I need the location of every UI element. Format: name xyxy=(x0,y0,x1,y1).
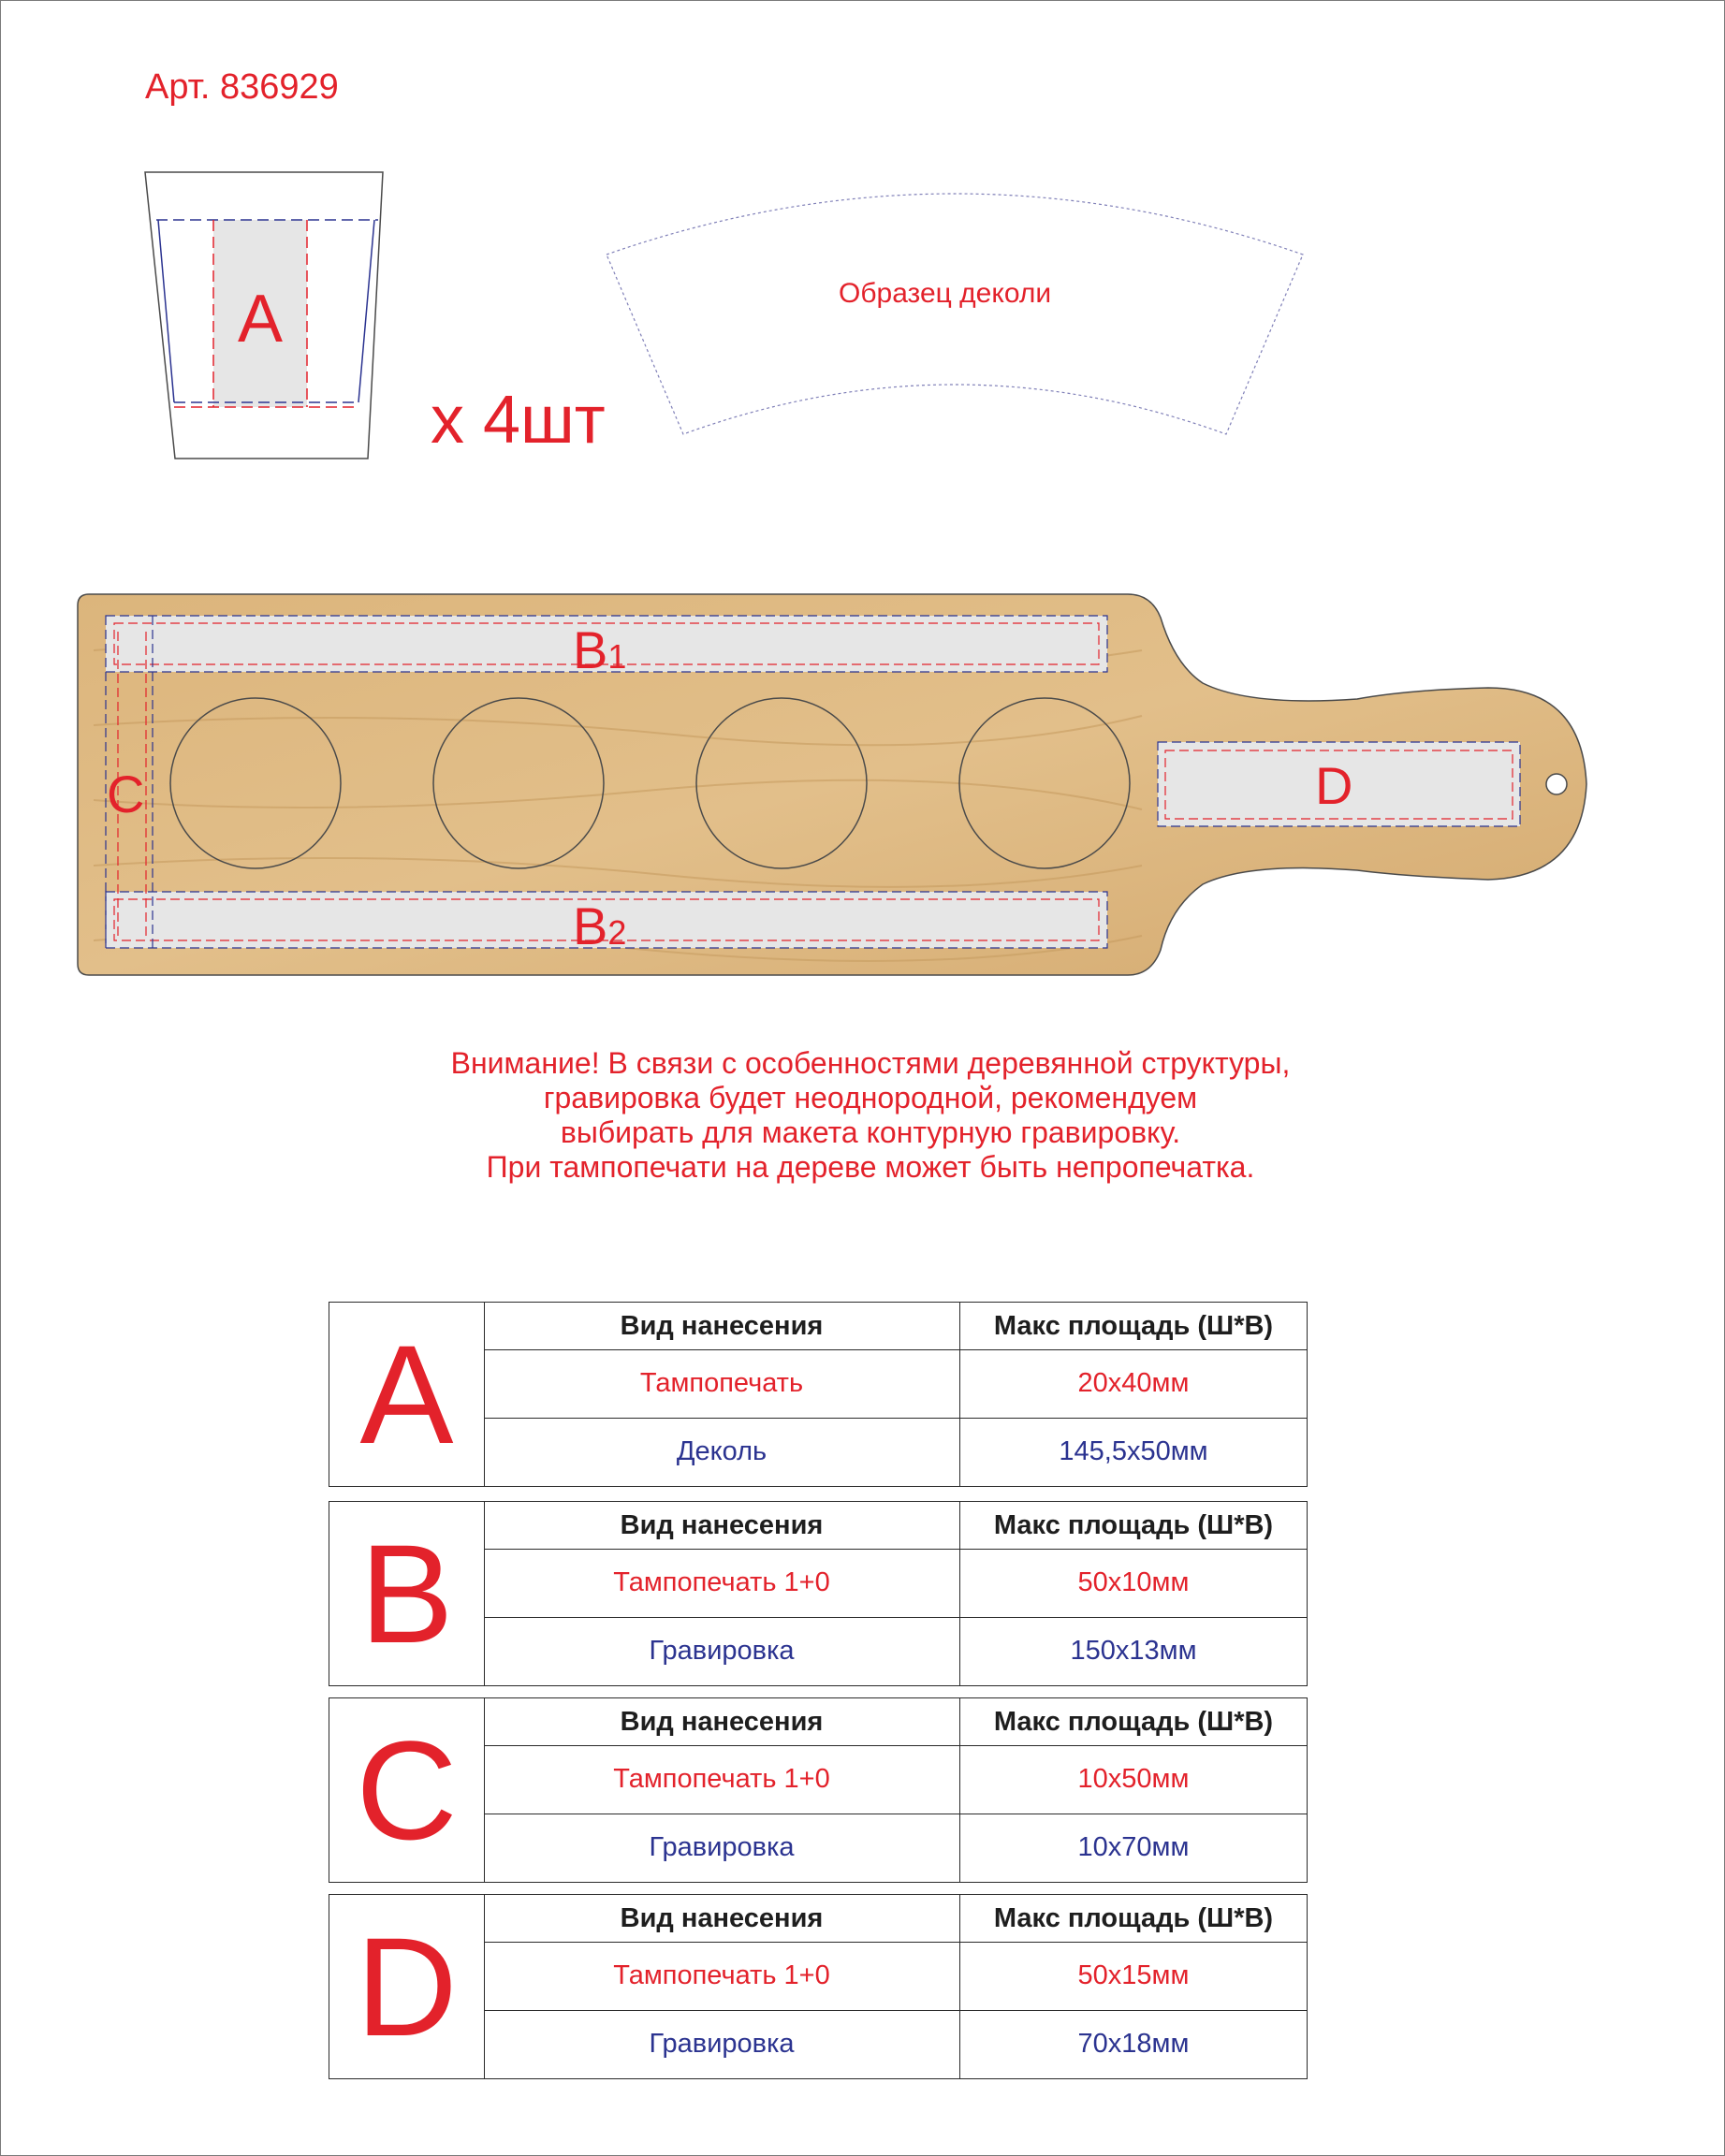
column-header-method: Вид нанесения xyxy=(484,1502,960,1549)
zone-table-c xyxy=(329,1697,1308,1883)
table-row xyxy=(484,1745,1307,1814)
zone-table-letter: A xyxy=(329,1303,485,1486)
size-cell: 50x15мм xyxy=(1077,1960,1190,1990)
column-header-method: Вид нанесения xyxy=(484,1303,960,1349)
decal-sample xyxy=(599,187,1310,449)
zone-table-letter: B xyxy=(329,1502,485,1685)
column-header-method: Вид нанесения xyxy=(484,1698,960,1745)
size-cell: 20x40мм xyxy=(1077,1368,1190,1398)
method-cell: Тампопечать xyxy=(484,1349,960,1418)
table-row xyxy=(484,1942,1307,2011)
zone-b2-label: B2 xyxy=(573,896,627,955)
column-header-size: Макс площадь (Ш*В) xyxy=(993,1902,1274,1933)
board-drawing xyxy=(66,585,1685,987)
table-row xyxy=(484,1349,1307,1419)
zone-b1-label: B1 xyxy=(573,620,627,679)
zone-table-a xyxy=(329,1302,1308,1487)
notice-line: выбирать для макета контурную гравировку. xyxy=(560,1115,1181,1149)
column-header-method: Вид нанесения xyxy=(484,1895,960,1942)
quantity-label: x 4шт xyxy=(431,383,606,458)
size-cell: 10x50мм xyxy=(1077,1764,1190,1794)
article-number: Арт. 836929 xyxy=(145,67,339,107)
decal-outline xyxy=(607,194,1303,434)
table-row xyxy=(484,2010,1307,2078)
method-cell: Тампопечать 1+0 xyxy=(484,1745,960,1814)
notice-line: Внимание! В связи с особенностями деревянной структуры, xyxy=(450,1046,1291,1080)
method-cell: Деколь xyxy=(484,1418,960,1486)
column-header-size: Макс площадь (Ш*В) xyxy=(993,1706,1274,1737)
column-header-size: Макс площадь (Ш*В) xyxy=(993,1509,1274,1540)
method-cell: Тампопечать 1+0 xyxy=(484,1549,960,1617)
table-row xyxy=(484,1549,1307,1618)
glass-zone-label: A xyxy=(237,282,284,357)
glass-drawing xyxy=(140,168,393,468)
method-cell: Гравировка xyxy=(484,2010,960,2078)
zone-d-label: D xyxy=(1315,756,1353,815)
method-cell: Гравировка xyxy=(484,1617,960,1685)
zone-table-letter: D xyxy=(329,1895,485,2078)
size-cell: 70x18мм xyxy=(1077,2029,1190,2059)
table-row xyxy=(484,1814,1307,1882)
zone-table-b xyxy=(329,1501,1308,1686)
size-cell: 150x13мм xyxy=(1070,1636,1197,1666)
column-header-size: Макс площадь (Ш*В) xyxy=(993,1310,1274,1341)
size-cell: 10x70мм xyxy=(1077,1832,1190,1862)
size-cell: 50x10мм xyxy=(1077,1567,1190,1597)
zone-table-letter: C xyxy=(329,1698,485,1882)
size-cell: 145,5x50мм xyxy=(1059,1436,1208,1466)
notice-text xyxy=(262,1046,1479,1185)
table-row xyxy=(484,1617,1307,1685)
table-row xyxy=(484,1418,1307,1486)
method-cell: Гравировка xyxy=(484,1814,960,1882)
method-cell: Тампопечать 1+0 xyxy=(484,1942,960,2010)
notice-line: гравировка будет неоднородной, рекомендуем xyxy=(543,1081,1198,1114)
zone-table-d xyxy=(329,1894,1308,2079)
notice-line: При тампопечати на дереве может быть непропечатка. xyxy=(486,1150,1255,1184)
decal-label: Образец деколи xyxy=(839,278,1052,309)
zone-c-label: C xyxy=(107,765,145,823)
hanging-hole xyxy=(1546,774,1567,794)
